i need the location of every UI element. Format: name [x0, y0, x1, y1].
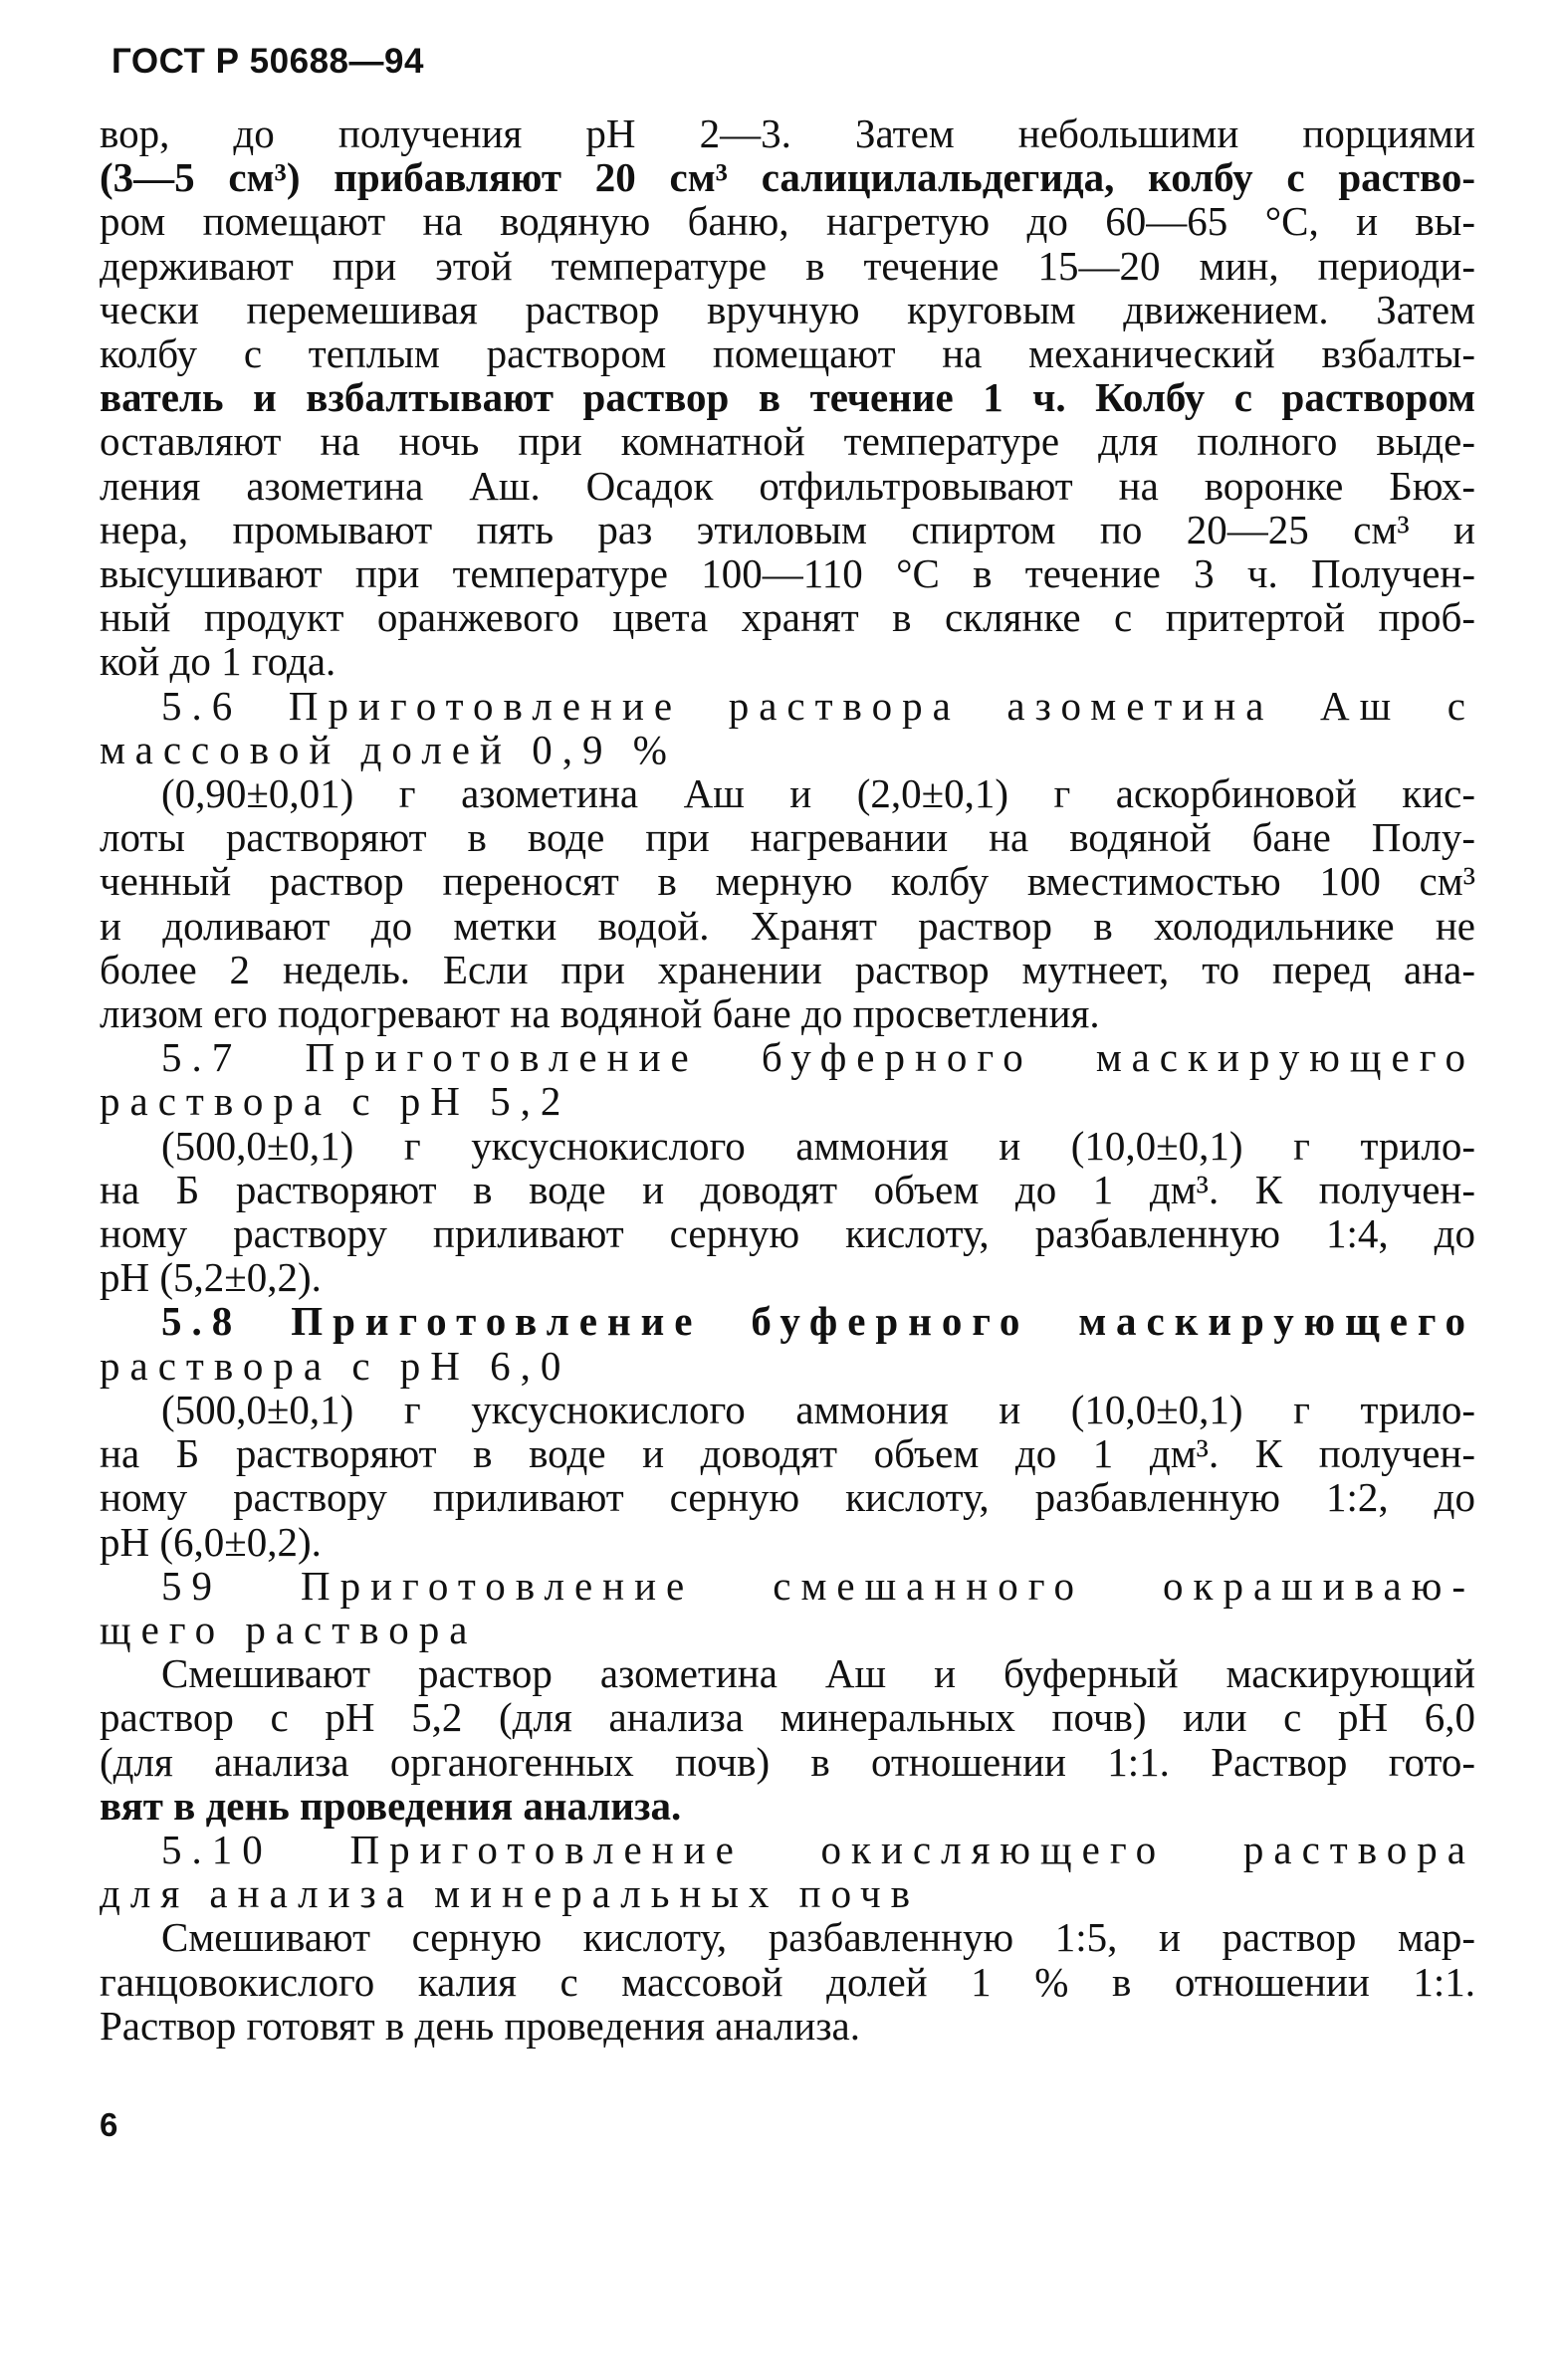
text-line: 5.8 Приготовление буферного маскирующего	[161, 1298, 1475, 1345]
text-line: высушивают при температуре 100—110 °С в течение 3 ч. Получен-	[100, 550, 1475, 597]
document-body	[100, 111, 1475, 2048]
text-line: нера, промывают пять раз этиловым спиртом по 20—25 см³ и	[100, 506, 1475, 552]
text-line: рН (6,0±0,2).	[100, 1518, 322, 1565]
text-line: (для анализа органогенных почв) в отношении 1:1. Раствор гото-	[100, 1738, 1475, 1785]
text-line: (500,0±0,1) г уксуснокислого аммония и (10,0±0,1) г трило-	[161, 1386, 1475, 1432]
text-line: Смешивают серную кислоту, разбавленную 1:5, и раствор мар-	[161, 1914, 1475, 1961]
text-line: ному раствору приливают серную кислоту, разбавленную 1:4, до	[100, 1210, 1475, 1257]
text-line: держивают при этой температуре в течение 15—20 мин, периоди-	[100, 242, 1475, 289]
text-line: Раствор готовят в день проведения анализа.	[100, 2002, 860, 2049]
text-line: вят в день проведения анализа.	[100, 1782, 682, 1829]
text-line: для анализа минеральных почв	[100, 1870, 921, 1917]
text-line: раствор с рН 5,2 (для анализа минеральных почв) или с рН 6,0	[100, 1694, 1475, 1741]
text-line: оставляют на ночь при комнатной температуре для полного выде-	[100, 418, 1475, 465]
text-line: раствора с рН 6,0	[100, 1342, 571, 1389]
text-line: ром помещают на водяную баню, нагретую до 60—65 °С, и вы-	[100, 198, 1475, 245]
text-line: Смешивают раствор азометина Аш и буферный маскирующий	[161, 1650, 1475, 1697]
page-header: ГОСТ Р 50688—94	[111, 42, 424, 81]
text-line: колбу с теплым раствором помещают на механический взбалты-	[100, 330, 1475, 377]
text-line: лизом его подогревают на водяной бане до просветления.	[100, 990, 1100, 1037]
text-line: массовой долей 0,9 %	[100, 726, 677, 772]
text-line: щего раствора	[100, 1606, 478, 1652]
text-line: на Б растворяют в воде и доводят объем до 1 дм³. К получен-	[100, 1430, 1475, 1477]
text-line: ватель и взбалтывают раствор в течение 1 ч. Колбу с раствором	[100, 374, 1475, 421]
text-line: 59 Приготовление смешанного окрашиваю-	[161, 1562, 1475, 1609]
text-line: 5.7 Приготовление буферного маскирующего	[161, 1034, 1475, 1081]
text-line: (500,0±0,1) г уксуснокислого аммония и (10,0±0,1) г трило-	[161, 1122, 1475, 1169]
text-line: рН (5,2±0,2).	[100, 1254, 322, 1301]
text-line: и доливают до метки водой. Хранят раствор в холодильнике не	[100, 902, 1475, 949]
text-line: (0,90±0,01) г азометина Аш и (2,0±0,1) г аскорбиновой кис-	[161, 770, 1475, 817]
text-line: ления азометина Аш. Осадок отфильтровывают на воронке Бюх-	[100, 462, 1475, 509]
text-line: раствора с рН 5,2	[100, 1078, 571, 1125]
text-line: 5.10 Приготовление окисляющего раствора	[161, 1826, 1475, 1872]
text-line: чески перемешивая раствор вручную круговым движением. Затем	[100, 286, 1475, 332]
text-line: вор, до получения рН 2—3. Затем небольшими порциями	[100, 110, 1475, 156]
text-line: (3—5 см³) прибавляют 20 см³ салицилальдегида, колбу с раство-	[100, 154, 1475, 201]
text-line: лоты растворяют в воде при нагревании на водяной бане Полу-	[100, 814, 1475, 861]
text-line: более 2 недель. Если при хранении раствор мутнеет, то перед ана-	[100, 946, 1475, 992]
text-line: кой до 1 года.	[100, 638, 336, 685]
text-line: ганцовокислого калия с массовой долей 1 % в отношении 1:1.	[100, 1958, 1475, 2005]
text-line: на Б растворяют в воде и доводят объем до 1 дм³. К получен-	[100, 1166, 1475, 1212]
page-number: 6	[100, 2106, 118, 2143]
text-line: ченный раствор переносят в мерную колбу вместимостью 100 см³	[100, 858, 1475, 905]
text-line: 5.6 Приготовление раствора азометина Аш с	[161, 682, 1475, 729]
text-line: ный продукт оранжевого цвета хранят в склянке с притертой проб-	[100, 594, 1475, 641]
text-line: ному раствору приливают серную кислоту, разбавленную 1:2, до	[100, 1474, 1475, 1521]
